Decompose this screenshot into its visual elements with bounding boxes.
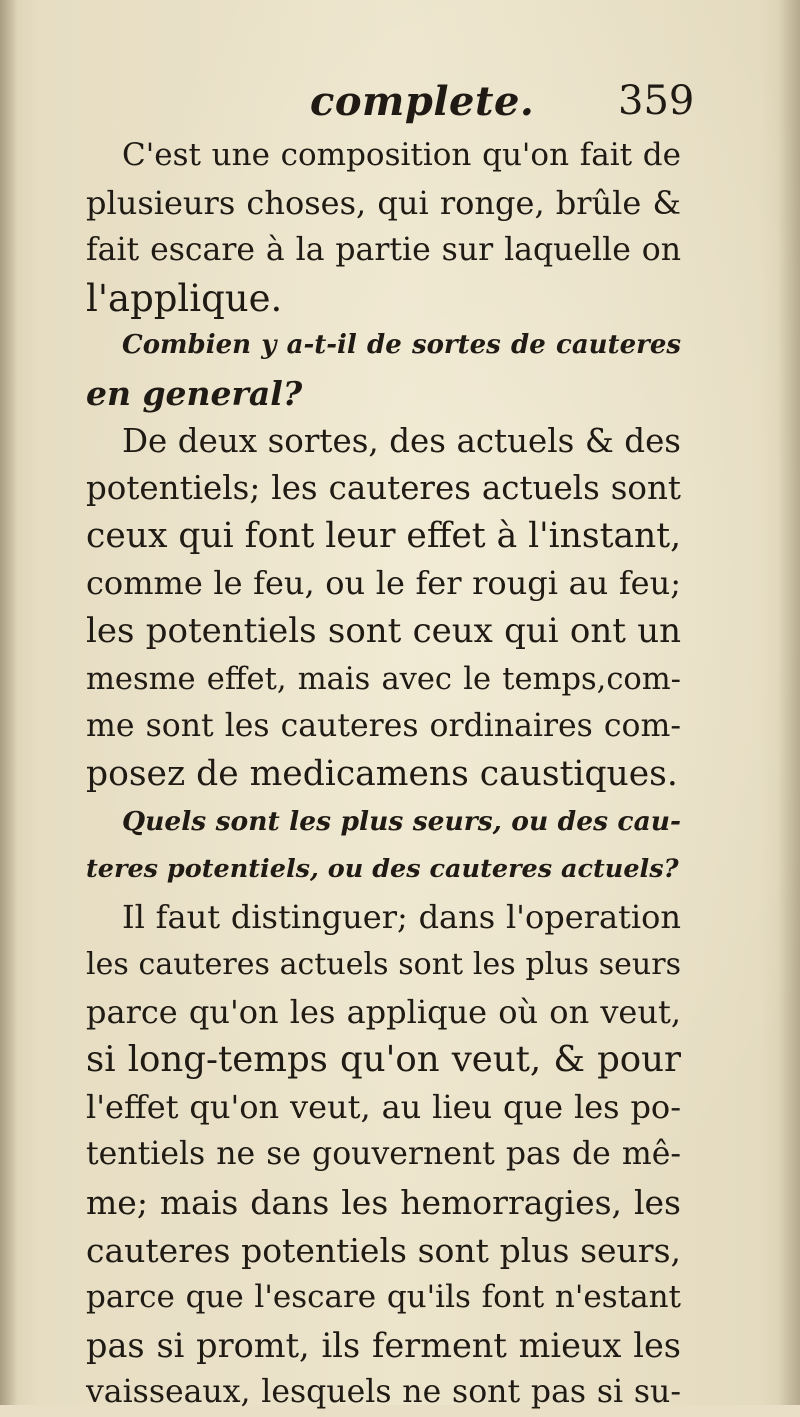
text-line: me sont les cauteres ordinaires com- bbox=[86, 708, 681, 745]
text-line: potentiels; les cauteres actuels sont bbox=[86, 469, 681, 508]
text-line: si long-temps qu'on veut, & pour bbox=[86, 1039, 681, 1081]
page-number: 359 bbox=[618, 78, 695, 124]
text-line: comme le feu, ou le fer rougi au feu; bbox=[86, 564, 681, 603]
text-line: l'effet qu'on veut, au lieu que les po- bbox=[86, 1087, 681, 1126]
question-line: teres potentiels, ou des cauteres actuels? bbox=[86, 853, 679, 884]
text-line: ceux qui font leur effet à l'instant, bbox=[86, 515, 682, 556]
text-line: vaisseaux, lesquels ne sont pas si su- bbox=[86, 1374, 681, 1411]
question-line: en general? bbox=[86, 373, 303, 413]
text-line: tentiels ne se gouvernent pas de mê- bbox=[86, 1136, 681, 1173]
text-line: mesme effet, mais avec le temps,com- bbox=[86, 661, 681, 697]
page-edge-shadow bbox=[778, 0, 800, 1405]
text-line: cauteres potentiels sont plus seurs, bbox=[86, 1230, 681, 1270]
page-body-text bbox=[86, 132, 681, 1417]
question-line: Quels sont les plus seurs, ou des cau- bbox=[122, 806, 681, 838]
text-line: Il faut distinguer; dans l'operation bbox=[122, 897, 681, 936]
question-line: Combien y a-t-il de sortes de cauteres bbox=[122, 330, 681, 361]
text-line: parce que l'escare qu'ils font n'estant bbox=[86, 1279, 681, 1316]
text-line: l'applique. bbox=[86, 276, 283, 320]
page-gutter-shadow bbox=[0, 0, 18, 1405]
text-line: pas si promt, ils ferment mieux les bbox=[86, 1325, 681, 1365]
text-line: posez de medicamens caustiques. bbox=[86, 753, 678, 794]
text-line: C'est une composition qu'on fait de bbox=[122, 137, 681, 173]
page-header bbox=[0, 78, 800, 134]
text-line: me; mais dans les hemorragies, les bbox=[86, 1183, 681, 1223]
text-line: parce qu'on les applique où on veut, bbox=[86, 992, 681, 1031]
running-head: complete. bbox=[310, 78, 535, 125]
text-line: les potentiels sont ceux qui ont un bbox=[86, 610, 681, 651]
text-line: les cauteres actuels sont les plus seurs bbox=[86, 947, 681, 983]
text-line: De deux sortes, des actuels & des bbox=[122, 421, 681, 460]
text-line: fait escare à la partie sur laquelle on bbox=[86, 232, 681, 269]
text-line: plusieurs choses, qui ronge, brûle & bbox=[86, 183, 681, 222]
